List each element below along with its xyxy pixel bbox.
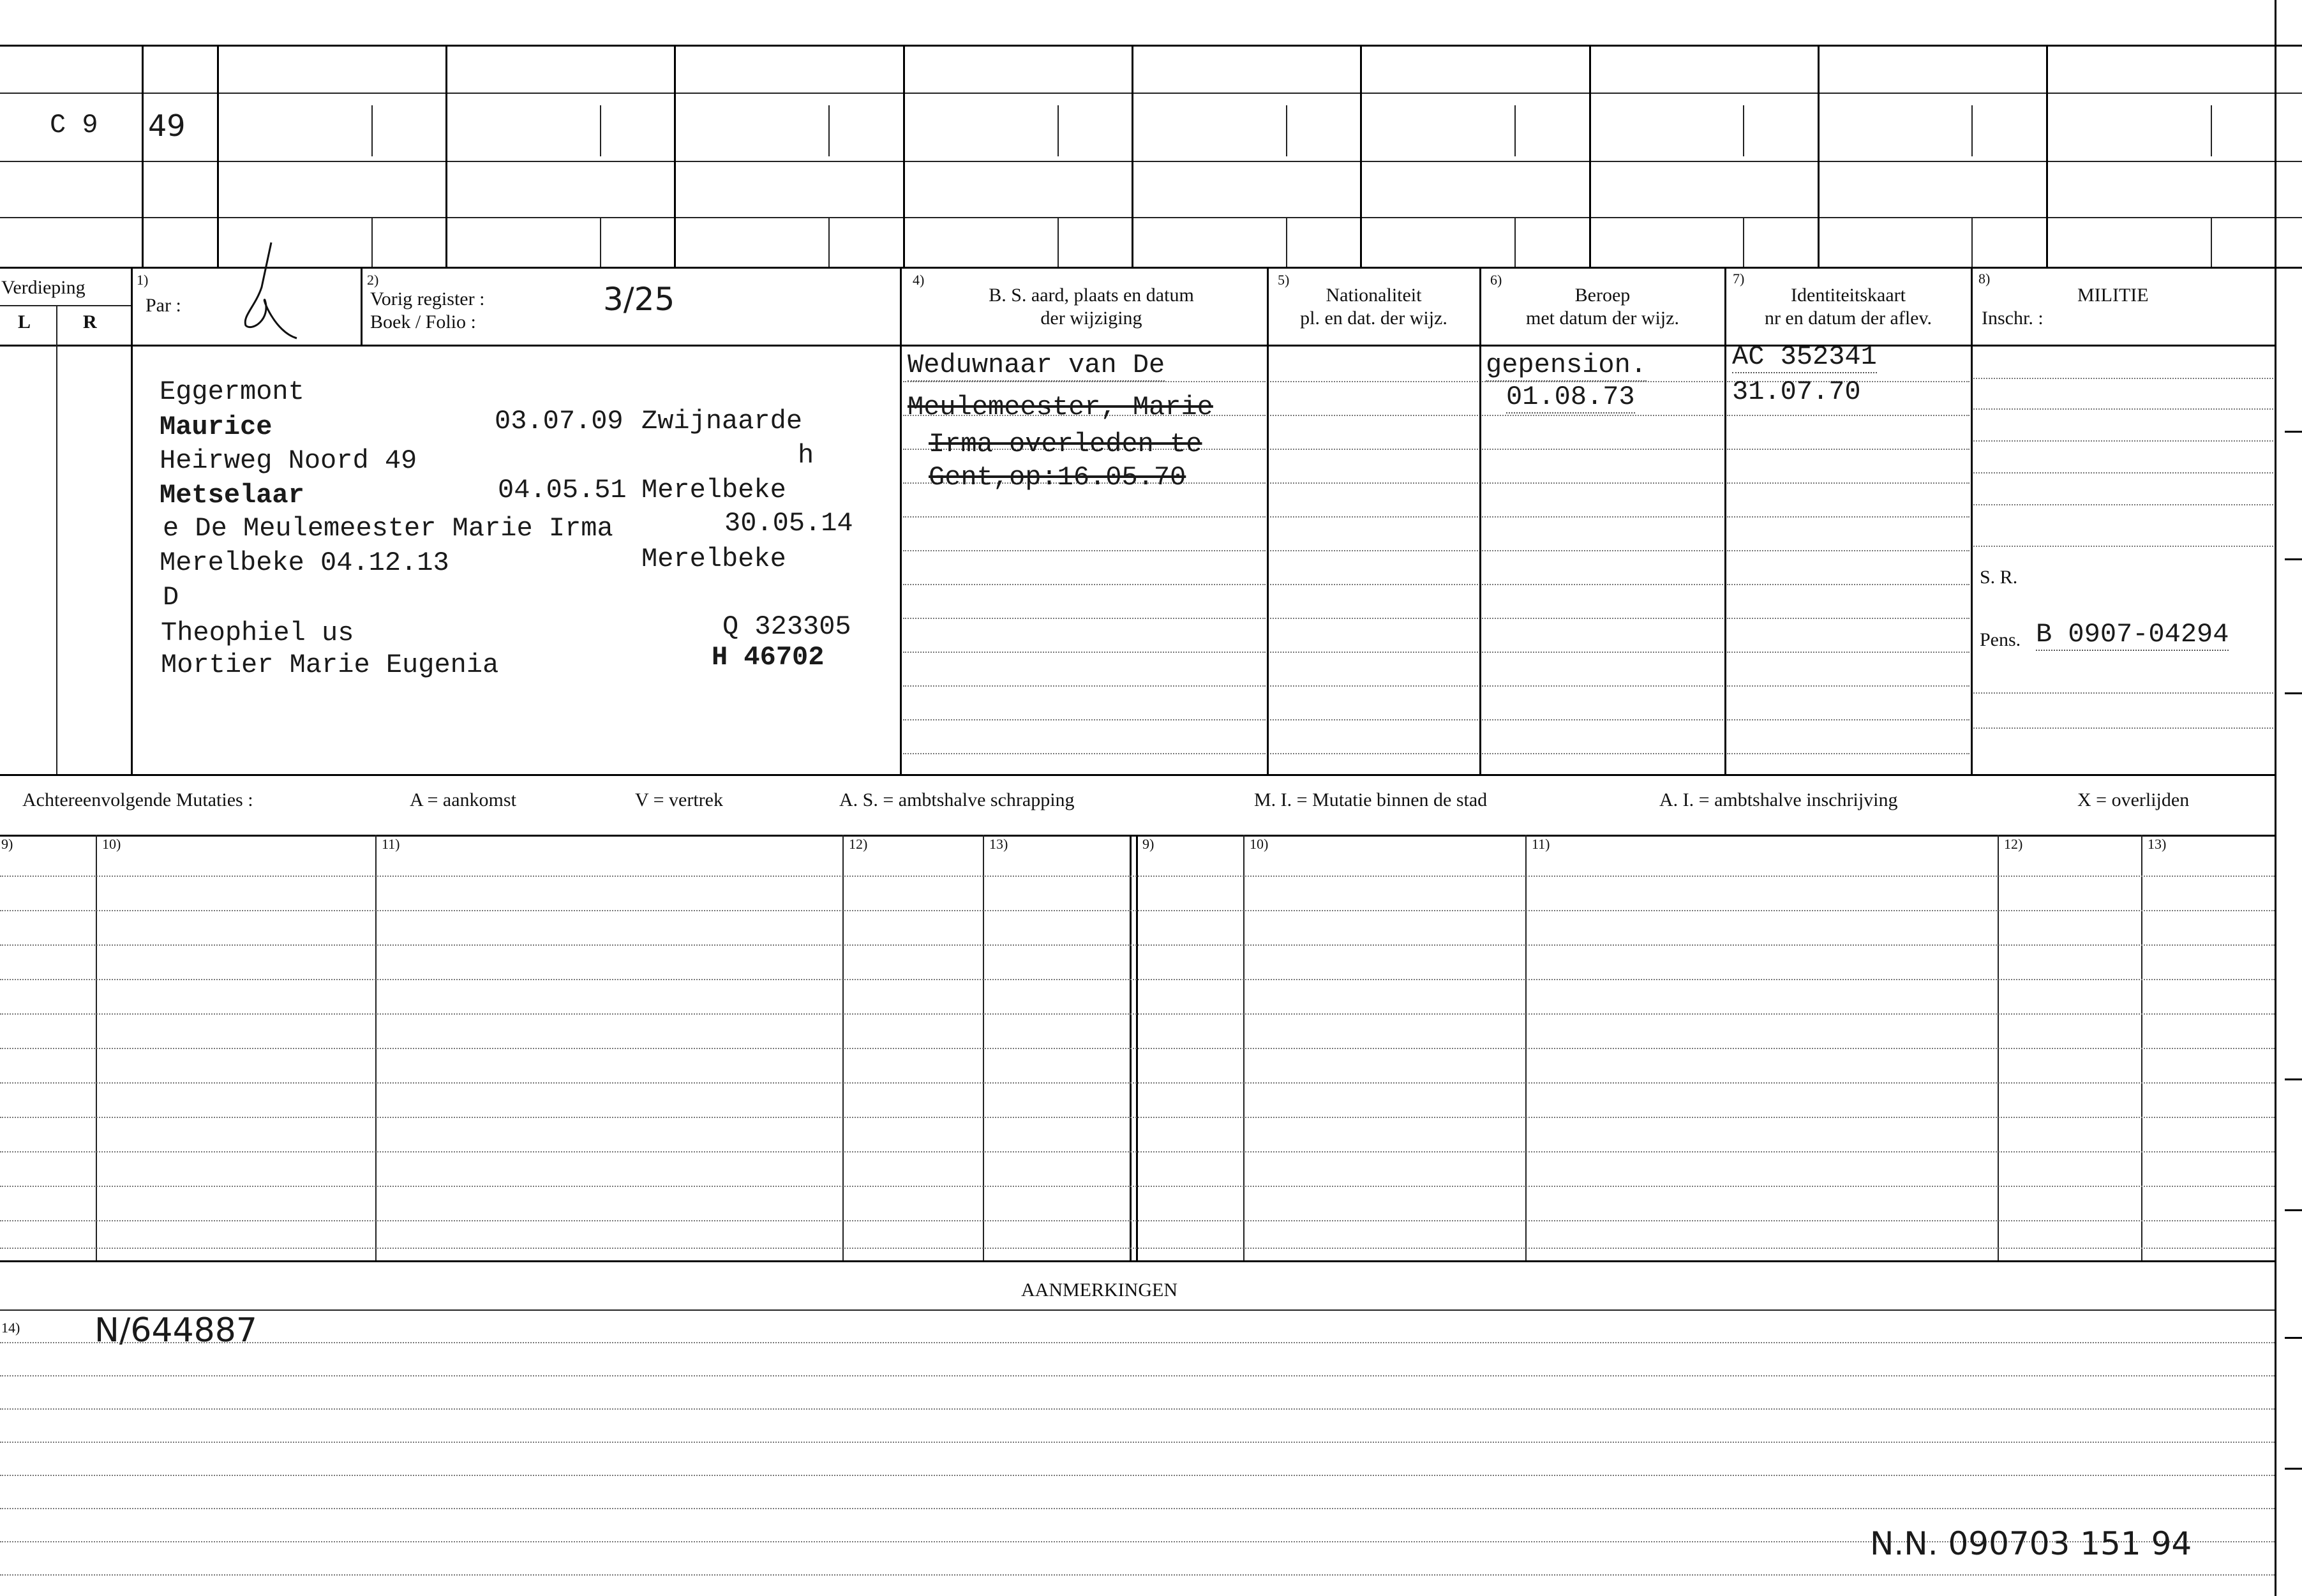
col-11-num: 11)	[382, 836, 400, 852]
pens-label: Pens.	[1980, 629, 2021, 650]
vorig-num: 2)	[367, 272, 379, 288]
bs-num: 4)	[913, 272, 925, 288]
col-l-label: L	[18, 311, 31, 332]
person-address-mark: h	[798, 440, 814, 471]
person-spouse-birth: Merelbeke 04.12.13	[160, 548, 449, 578]
beroep-num: 6)	[1490, 272, 1502, 288]
person-spouse: e De Meulemeester Marie Irma	[163, 513, 613, 544]
vorig-register-value: 3/25	[603, 281, 675, 318]
col-13-num: 13)	[989, 836, 1008, 852]
bs-change-line-4: Gent,op:16.05.70	[929, 462, 1186, 493]
col-9b-num: 9)	[1142, 836, 1155, 852]
bs-change-line-2: Meulemeester, Marie	[908, 392, 1213, 422]
mutation-mi: M. I. = Mutatie binnen de stad	[1254, 789, 1488, 810]
person-reg-place: Merelbeke	[641, 475, 786, 505]
mutation-v: V = vertrek	[635, 789, 723, 810]
person-firstname: Maurice	[160, 412, 273, 442]
militie-num: 8)	[1978, 271, 1991, 287]
person-mother: Mortier Marie Eugenia	[161, 650, 499, 680]
id-change-line-1: AC 352341	[1732, 341, 1877, 372]
person-birth-date: 03.07.09	[495, 406, 624, 436]
person-profession: Metselaar	[160, 480, 304, 511]
id-change-line-2: 31.07.70	[1732, 377, 1861, 407]
verdieping-label: Verdieping	[1, 277, 86, 298]
col-12b-num: 12)	[2004, 836, 2023, 852]
id-label-2: nr en datum der aflev.	[1764, 308, 1932, 329]
remarks-num: 14)	[1, 1320, 20, 1336]
nat-label: Nationaliteit	[1326, 285, 1422, 306]
col-10b-num: 10)	[1250, 836, 1269, 852]
inschr-label: Inschr. :	[1982, 308, 2044, 329]
person-reg-date: 04.05.51	[498, 475, 627, 505]
signature-mark-icon	[236, 236, 300, 351]
boek-folio-label: Boek / Folio :	[370, 311, 476, 332]
mutation-x: X = overlijden	[2077, 789, 2190, 810]
person-father: Theophiel us	[161, 618, 354, 648]
col-9-num: 9)	[1, 836, 13, 852]
beroep-change-line-2: 01.08.73	[1506, 382, 1635, 412]
mutation-as: A. S. = ambtshalve schrapping	[839, 789, 1075, 810]
nat-label-2: pl. en dat. der wijz.	[1300, 308, 1447, 329]
mutations-title: Achtereenvolgende Mutaties :	[22, 789, 253, 810]
beroep-label: Beroep	[1574, 285, 1631, 306]
col-10-num: 10)	[102, 836, 121, 852]
col-11b-num: 11)	[1532, 836, 1550, 852]
grid-code-left: C 9	[50, 110, 98, 140]
sr-label: S. R.	[1980, 567, 2018, 588]
grid-code-right: 49	[148, 108, 186, 143]
beroep-change-line-1: gepension.	[1486, 350, 1647, 380]
bs-label: B. S. aard, plaats en datum	[989, 285, 1194, 306]
col-12-num: 12)	[849, 836, 868, 852]
col-r-label: R	[83, 311, 97, 332]
mutation-a: A = aankomst	[410, 789, 516, 810]
par-num: 1)	[137, 272, 149, 288]
person-code-q: Q 323305	[722, 611, 851, 642]
person-letter: D	[163, 582, 179, 613]
person-spouse-place: Merelbeke	[641, 544, 786, 574]
mutation-ai: A. I. = ambtshalve inschrijving	[1659, 789, 1898, 810]
person-code-h: H 46702	[712, 642, 825, 673]
militie-label: MILITIE	[2077, 285, 2149, 306]
col-13b-num: 13)	[2148, 836, 2167, 852]
pens-value: B 0907-04294	[2036, 619, 2229, 650]
beroep-label-2: met datum der wijz.	[1526, 308, 1679, 329]
person-spouse-date: 30.05.14	[724, 508, 853, 539]
id-num: 7)	[1733, 271, 1745, 287]
remarks-value: N/644887	[94, 1311, 257, 1350]
bs-change-line-3: Irma overleden te	[929, 429, 1202, 459]
bs-label-2: der wijziging	[1040, 308, 1142, 329]
vorig-label: Vorig register :	[370, 288, 485, 310]
bs-change-line-1: Weduwnaar van De	[908, 350, 1165, 380]
remarks-title: AANMERKINGEN	[1021, 1279, 1177, 1301]
person-surname: Eggermont	[160, 377, 304, 407]
par-label: Par :	[146, 295, 181, 316]
person-address: Heirweg Noord 49	[160, 445, 417, 476]
person-birth-place: Zwijnaarde	[641, 406, 803, 436]
nat-num: 5)	[1278, 272, 1290, 288]
nn-number: N.N. 090703 151 94	[1870, 1525, 2192, 1562]
id-label: Identiteitskaart	[1791, 285, 1906, 306]
